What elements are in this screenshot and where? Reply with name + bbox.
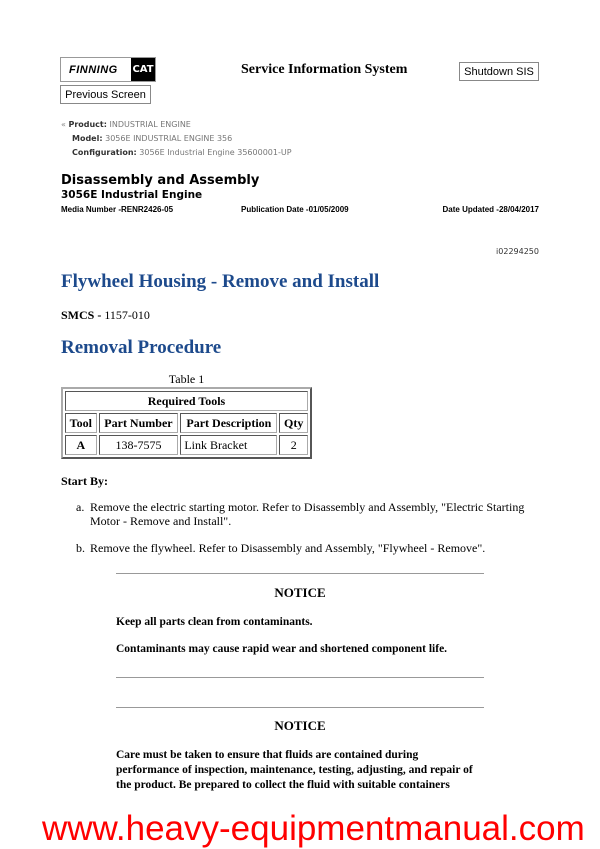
watermark: www.heavy-equipmentmanual.com bbox=[42, 809, 585, 848]
step-marker: b. bbox=[76, 541, 85, 555]
step-text: Remove the electric starting motor. Refer to Disassembly and Assembly, "Electric Starting Motor - Remove and Install". bbox=[90, 500, 525, 528]
column-header: Qty bbox=[279, 413, 308, 433]
notice-title: NOTICE bbox=[274, 585, 326, 600]
table-title: Required Tools bbox=[65, 391, 308, 411]
date-updated: Date Updated -28/04/2017 bbox=[442, 205, 539, 214]
notice-text: Care must be taken to ensure that fluids are contained during performance of inspection, maintenance, testing, adjusting, and repair of the product. Be prepared to collect the fluid with suitable containers bbox=[116, 749, 473, 791]
smcs-label: SMCS - bbox=[61, 308, 102, 322]
step-a bbox=[76, 500, 546, 528]
smcs-value: 1157-010 bbox=[104, 308, 150, 322]
logo-text: FINNING bbox=[69, 63, 118, 76]
divider bbox=[116, 707, 484, 708]
column-header: Part Number bbox=[99, 413, 179, 433]
collapse-icon[interactable]: « bbox=[61, 120, 66, 129]
notice-title: NOTICE bbox=[274, 718, 326, 733]
column-header: Tool bbox=[65, 413, 97, 433]
media-number: Media Number -RENR2426-05 bbox=[61, 205, 174, 214]
finning-cat-logo bbox=[60, 57, 156, 82]
step-text: Remove the flywheel. Refer to Disassembly and Assembly, "Flywheel - Remove". bbox=[90, 541, 486, 555]
divider bbox=[116, 677, 484, 678]
start-by-label: Start By: bbox=[61, 474, 108, 488]
smcs-code bbox=[61, 308, 150, 322]
previous-screen-button[interactable]: Previous Screen bbox=[60, 85, 151, 104]
article-title: Flywheel Housing - Remove and Install bbox=[61, 271, 380, 292]
step-marker: a. bbox=[76, 500, 85, 514]
notice-text: Keep all parts clean from contaminants. bbox=[116, 616, 313, 628]
table-caption: Table 1 bbox=[168, 372, 205, 386]
config-label: Configuration: bbox=[72, 148, 137, 157]
config-value: 3056E Industrial Engine 35600001-UP bbox=[139, 148, 292, 157]
app-title: Service Information System bbox=[241, 62, 408, 77]
cat-badge: CAT bbox=[131, 58, 155, 81]
section-heading: Removal Procedure bbox=[61, 337, 222, 358]
part-description-cell: Link Bracket bbox=[180, 435, 277, 455]
tool-cell: A bbox=[65, 435, 97, 455]
product-label: Product: bbox=[68, 120, 107, 129]
breadcrumb-model bbox=[72, 134, 232, 144]
step-b bbox=[76, 541, 546, 555]
qty-cell: 2 bbox=[279, 435, 308, 455]
model-label: Model: bbox=[72, 134, 103, 143]
divider bbox=[116, 573, 484, 574]
shutdown-sis-button[interactable]: Shutdown SIS bbox=[459, 62, 539, 81]
column-header: Part Description bbox=[180, 413, 277, 433]
notice-text: Contaminants may cause rapid wear and shortened component life. bbox=[116, 643, 448, 655]
required-tools-table bbox=[61, 387, 312, 459]
breadcrumb-config bbox=[72, 148, 292, 158]
model-value: 3056E INDUSTRIAL ENGINE 356 bbox=[105, 134, 233, 143]
doc-title: Disassembly and Assembly bbox=[61, 173, 260, 188]
publication-date: Publication Date -01/05/2009 bbox=[241, 205, 349, 214]
doc-subtitle: 3056E Industrial Engine bbox=[61, 189, 203, 201]
document-id: i02294250 bbox=[496, 247, 539, 256]
breadcrumb-product bbox=[61, 120, 191, 130]
part-number-cell: 138-7575 bbox=[99, 435, 179, 455]
product-value: INDUSTRIAL ENGINE bbox=[109, 120, 191, 129]
table-row bbox=[65, 435, 308, 455]
